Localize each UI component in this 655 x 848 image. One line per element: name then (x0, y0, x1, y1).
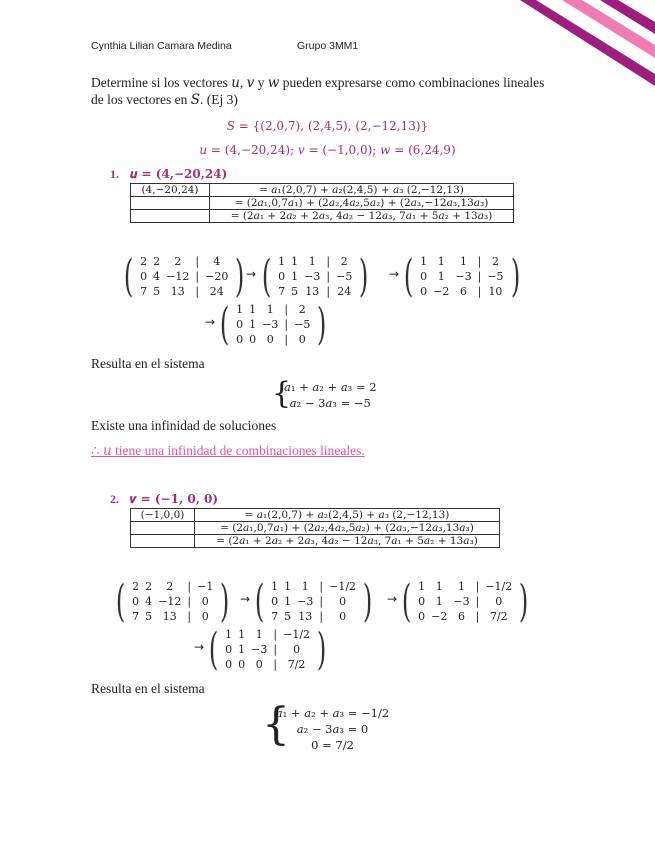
augment-bar: | (475, 610, 480, 623)
matrix-entry: −2 (431, 610, 448, 623)
arrow-icon: → (246, 267, 257, 281)
matrix-entry: −3 (297, 595, 314, 608)
matrix-entry: 1 (249, 303, 257, 316)
matrix-entry: 5 (145, 610, 153, 623)
matrix-left-paren-icon: ( (254, 576, 265, 627)
part1-matrix-1 (120, 251, 249, 302)
matrix-entry: 1 (255, 628, 263, 641)
part1-existence: Existe una infinidad de soluciones (91, 418, 277, 433)
matrix-entry: 0 (298, 333, 306, 346)
author-name: Cynthia Lilian Camara Medina (91, 40, 232, 52)
matrix-entry: 1 (458, 580, 465, 593)
matrix-grid (222, 627, 313, 672)
table-cell: = (2𝑎₁,0,7𝑎₁) + (2𝑎₂,4𝑎₂,5𝑎₂) + (2𝑎₃,−12𝑎₃,13𝑎₃) (195, 522, 500, 535)
part2-title: 𝒗 = (−𝟏, 𝟎, 𝟎) (130, 492, 219, 506)
matrix-entry: −20 (205, 270, 229, 283)
table-row (131, 197, 514, 210)
augment-bar: | (319, 595, 324, 608)
matrix-grid (233, 302, 313, 347)
augment-bar: | (187, 580, 192, 593)
matrix-entry: −5 (487, 270, 504, 283)
matrix-entry: 7 (132, 610, 140, 623)
matrix-entry: 1 (278, 255, 286, 268)
matrix-entry: 0 (236, 333, 244, 346)
matrix-entry: −3 (455, 270, 472, 283)
matrix-entry: 1 (291, 255, 299, 268)
matrix-entry: 0 (339, 610, 347, 623)
matrix-entry: 0 (236, 318, 244, 331)
arrow-icon: → (194, 640, 205, 654)
matrix-entry: 6 (458, 610, 465, 623)
table-cell (131, 210, 210, 223)
matrix-entry: 2 (153, 255, 161, 268)
matrix-left-paren-icon: ( (115, 576, 126, 627)
augment-bar: | (284, 333, 289, 346)
matrix-entry: −1/2 (485, 580, 513, 593)
matrix-entry: 7/2 (489, 610, 508, 623)
part2-equation-table (130, 508, 500, 548)
matrix-entry: 1 (284, 595, 292, 608)
matrix-entry: 0 (495, 595, 503, 608)
matrix-entry: 0 (201, 595, 209, 608)
table-row (131, 522, 500, 535)
matrix-entry: 1 (435, 580, 443, 593)
part1-conclusion: ∴ 𝑢 tiene una infinidad de combinaciones lineales. (91, 443, 365, 458)
table-cell: (−1,0,0) (131, 509, 195, 522)
matrix-entry: 1 (437, 270, 445, 283)
matrix-left-paren-icon: ( (403, 251, 414, 302)
matrix-entry: 2 (140, 255, 148, 268)
matrix-entry: 2 (166, 580, 174, 593)
matrix-grid (268, 579, 359, 624)
part1-number: 1. (110, 167, 119, 181)
matrix-entry: 0 (278, 270, 286, 283)
table-cell: = (2𝑎₁ + 2𝑎₂ + 2𝑎₃, 4𝑎₂ − 12𝑎₃, 7𝑎₁ + 5𝑎₂ + 13𝑎₃) (195, 535, 500, 548)
matrix-left-paren-icon: ( (208, 624, 219, 675)
table-cell: = (2𝑎₁ + 2𝑎₂ + 2𝑎₃, 4𝑎₂ − 12𝑎₃, 7𝑎₁ + 5𝑎₂ + 13𝑎₃) (210, 210, 514, 223)
augment-bar: | (273, 643, 278, 656)
matrix-entry: 1 (308, 255, 316, 268)
part1-matrix-2 (258, 251, 373, 302)
matrix-entry: 5 (291, 285, 299, 298)
augment-bar: | (195, 285, 200, 298)
table-cell: = (2𝑎₁,0,7𝑎₁) + (2𝑎₂,4𝑎₂,5𝑎₂) + (2𝑎₃,−12𝑎₃,13𝑎₃) (210, 197, 514, 210)
matrix-entry: 0 (238, 658, 246, 671)
augment-bar: | (319, 580, 324, 593)
matrix-entry: 1 (291, 270, 299, 283)
matrix-entry: 0 (225, 643, 233, 656)
matrix-entry: 13 (170, 285, 185, 298)
matrix-entry: −1 (197, 580, 214, 593)
matrix-entry: 1 (460, 255, 467, 268)
augment-bar: | (195, 255, 200, 268)
part2-matrix-1 (112, 576, 234, 627)
matrix-entry: 0 (140, 270, 148, 283)
table-cell (131, 535, 195, 548)
part1-title: 𝒖 = (𝟒,−𝟐𝟎,𝟐𝟒) (130, 167, 228, 181)
matrix-entry: 4 (213, 255, 221, 268)
set-s-definition: 𝑆 = {(2,0,7), (2,4,5), (2,−12,13)} (226, 119, 429, 133)
matrix-entry: 1 (437, 255, 445, 268)
matrix-entry: 13 (162, 610, 177, 623)
part1-matrix-4 (216, 299, 331, 350)
augment-bar: | (187, 595, 192, 608)
matrix-entry: 7 (278, 285, 286, 298)
matrix-grid (417, 254, 506, 299)
augment-bar: | (187, 610, 192, 623)
matrix-entry: 1 (418, 580, 426, 593)
brace-icon: { (272, 376, 292, 411)
matrix-entry: −12 (158, 595, 182, 608)
table-cell: (4,−20,24) (131, 184, 210, 197)
matrix-entry: 0 (420, 270, 428, 283)
matrix-left-paren-icon: ( (123, 251, 134, 302)
matrix-grid (275, 254, 355, 299)
matrix-entry: 0 (271, 595, 279, 608)
part1-result-label: Resulta en el sistema (91, 356, 205, 371)
matrix-right-paren-icon: ) (359, 251, 369, 302)
matrix-entry: 1 (271, 580, 279, 593)
matrix-entry: 0 (225, 658, 233, 671)
matrix-entry: 1 (420, 255, 428, 268)
matrix-left-paren-icon: ( (261, 251, 272, 302)
arrow-icon: → (387, 592, 398, 606)
matrix-entry: 1 (249, 318, 257, 331)
matrix-entry: 5 (284, 610, 292, 623)
corner-stripes-decoration (490, 0, 655, 110)
matrix-entry: 2 (298, 303, 306, 316)
table-row (131, 184, 514, 197)
matrix-entry: 5 (153, 285, 161, 298)
augment-bar: | (477, 270, 482, 283)
matrix-entry: 2 (491, 255, 499, 268)
table-row (131, 210, 514, 223)
matrix-right-paren-icon: ) (362, 576, 373, 627)
augment-bar: | (273, 658, 278, 671)
arrow-icon: → (389, 267, 400, 281)
group-label: Grupo 3MM1 (297, 40, 359, 52)
matrix-entry: −1/2 (283, 628, 311, 641)
augment-bar: | (477, 285, 482, 298)
matrix-entry: 2 (132, 580, 140, 593)
system-equation: 𝑎₂ − 3𝑎₃ = 0 (296, 722, 369, 736)
matrix-entry: 0 (420, 285, 428, 298)
system-equation: 𝑎₂ − 3𝑎₃ = −5 (289, 396, 371, 410)
intro-line-2: de los vectores en 𝑆. (Ej 3) (91, 92, 238, 107)
matrix-entry: 1 (301, 580, 309, 593)
part2-matrix-3 (398, 576, 532, 627)
table-row (131, 535, 500, 548)
matrix-grid (129, 579, 216, 624)
matrix-entry: 10 (488, 285, 503, 298)
part2-system (275, 705, 390, 753)
augment-bar: | (326, 255, 331, 268)
part2-matrix-4 (205, 624, 330, 675)
arrow-icon: → (240, 592, 251, 606)
matrix-entry: −1/2 (329, 580, 357, 593)
system-equation: 𝑎₁ + 𝑎₂ + 𝑎₃ = 2 (284, 380, 377, 394)
matrix-right-paren-icon: ) (235, 251, 245, 302)
matrix-entry: 0 (293, 643, 301, 656)
matrix-entry: −5 (336, 270, 353, 283)
matrix-right-paren-icon: ) (519, 576, 529, 627)
table-cell: = 𝑎₁(2,0,7) + 𝑎₂(2,4,5) + 𝑎₃ (2,−12,13) (210, 184, 514, 197)
augment-bar: | (284, 318, 289, 331)
matrix-entry: 1 (284, 580, 292, 593)
matrix-entry: 1 (236, 303, 244, 316)
table-cell: = 𝑎₁(2,0,7) + 𝑎₂(2,4,5) + 𝑎₃ (2,−12,13) (195, 509, 500, 522)
matrix-entry: 0 (418, 610, 426, 623)
augment-bar: | (477, 255, 482, 268)
part1-matrix-3 (400, 251, 524, 302)
matrix-entry: 1 (238, 628, 246, 641)
matrix-entry: 24 (337, 285, 352, 298)
brace-icon: { (262, 699, 290, 750)
matrix-entry: 2 (340, 255, 348, 268)
matrix-entry: −3 (453, 595, 470, 608)
matrix-entry: 7 (271, 610, 279, 623)
augment-bar: | (319, 610, 324, 623)
matrix-entry: −2 (433, 285, 450, 298)
matrix-entry: 7/2 (287, 658, 306, 671)
matrix-grid (415, 579, 515, 624)
matrix-entry: 24 (209, 285, 224, 298)
part1-equation-table (130, 183, 514, 223)
matrix-entry: 1 (238, 643, 246, 656)
matrix-entry: −3 (304, 270, 321, 283)
table-cell (131, 197, 210, 210)
augment-bar: | (273, 628, 278, 641)
augment-bar: | (326, 270, 331, 283)
augment-bar: | (475, 595, 480, 608)
matrix-entry: −5 (294, 318, 311, 331)
matrix-left-paren-icon: ( (401, 576, 412, 627)
matrix-grid (137, 254, 231, 299)
matrix-entry: 1 (266, 303, 274, 316)
table-row (131, 509, 500, 522)
matrix-entry: −12 (166, 270, 190, 283)
matrix-entry: 7 (140, 285, 148, 298)
matrix-entry: 0 (255, 658, 263, 671)
table-cell (131, 522, 195, 535)
matrix-entry: 0 (266, 333, 274, 346)
matrix-entry: 2 (174, 255, 182, 268)
matrix-entry: −3 (251, 643, 268, 656)
matrix-entry: 2 (145, 580, 153, 593)
matrix-entry: 4 (145, 595, 153, 608)
matrix-entry: −3 (262, 318, 279, 331)
system-equation: 0 = 7/2 (311, 738, 354, 752)
system-equation: 𝑎₁ + 𝑎₂ + 𝑎₃ = −1/2 (275, 706, 390, 720)
matrix-right-paren-icon: ) (316, 624, 327, 675)
matrix-entry: 0 (249, 333, 257, 346)
augment-bar: | (195, 270, 200, 283)
augment-bar: | (284, 303, 289, 316)
matrix-entry: 0 (132, 595, 140, 608)
matrix-entry: 1 (225, 628, 233, 641)
matrix-entry: 6 (460, 285, 467, 298)
matrix-right-paren-icon: ) (220, 576, 230, 627)
matrix-entry: 4 (153, 270, 161, 283)
augment-bar: | (475, 580, 480, 593)
augment-bar: | (326, 285, 331, 298)
matrix-left-paren-icon: ( (219, 299, 230, 350)
intro-line-1: Determine si los vectores 𝑢, 𝑣 y 𝑤 pueden expresarse como combinaciones lineales (91, 75, 545, 90)
matrix-entry: 13 (305, 285, 320, 298)
matrix-entry: 0 (418, 595, 426, 608)
matrix-entry: 1 (435, 595, 443, 608)
part2-number: 2. (110, 492, 119, 506)
part2-matrix-2 (251, 576, 376, 627)
part2-result-label: Resulta en el sistema (91, 681, 205, 696)
matrix-right-paren-icon: ) (510, 251, 520, 302)
arrow-icon: → (205, 315, 216, 329)
part1-system (284, 379, 377, 411)
matrix-entry: 0 (201, 610, 209, 623)
vectors-definition: 𝑢 = (4,−20,24); 𝑣 = (−1,0,0); 𝑤 = (6,24,9) (199, 143, 456, 157)
matrix-right-paren-icon: ) (317, 299, 327, 350)
matrix-entry: 13 (298, 610, 313, 623)
matrix-entry: 0 (339, 595, 347, 608)
